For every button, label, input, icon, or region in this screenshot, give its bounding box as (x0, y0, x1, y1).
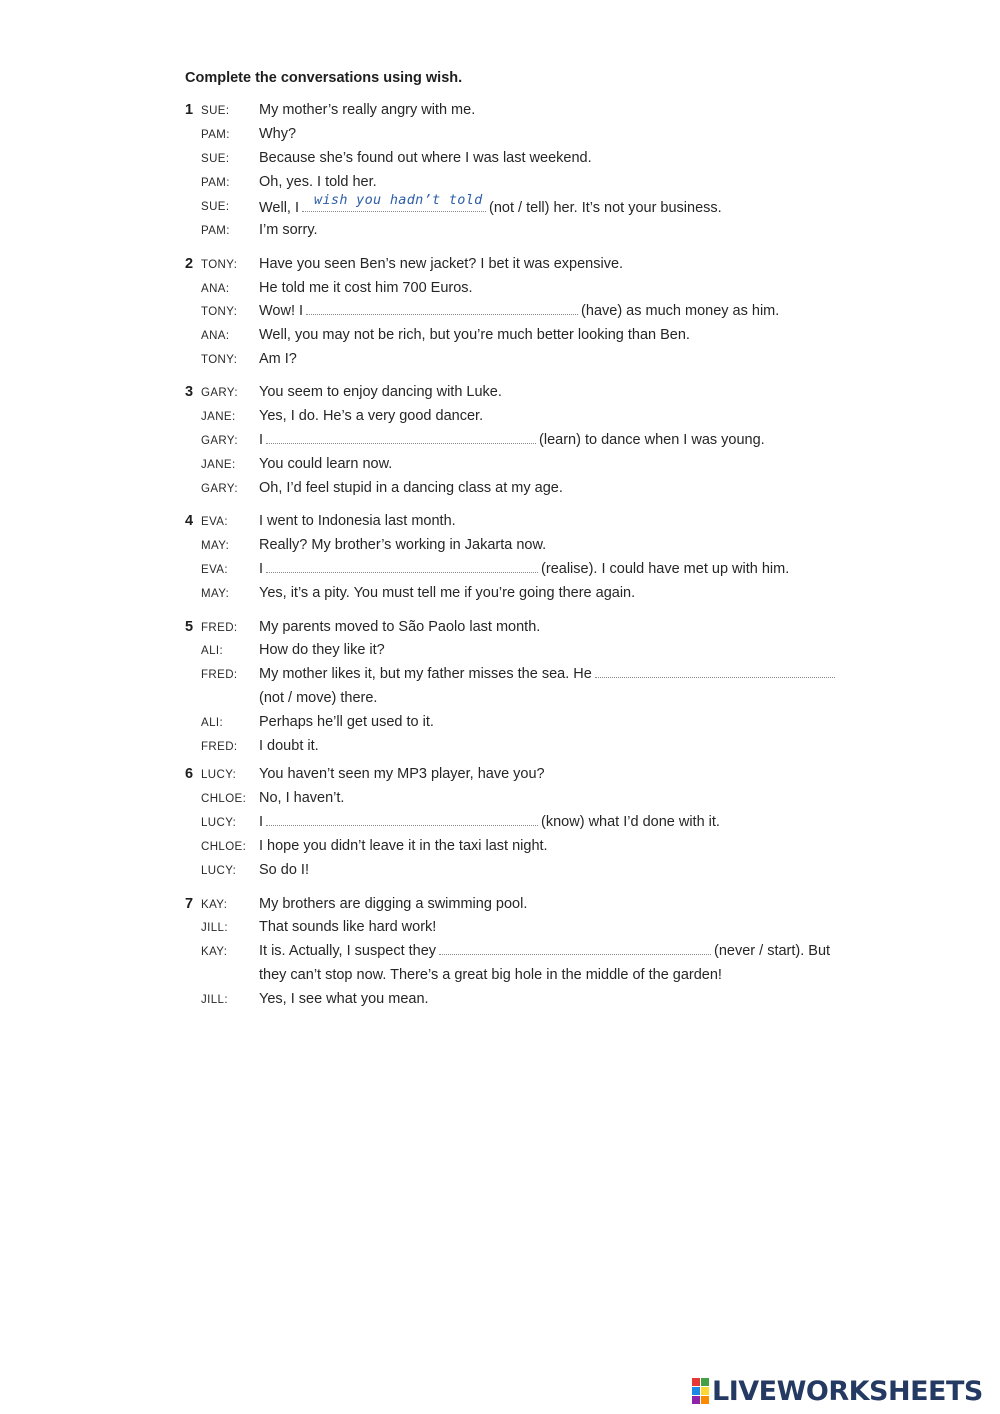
text-before-blank: I (259, 432, 264, 448)
dialogue-text: You haven’t seen my MP3 player, have you? (259, 766, 545, 782)
text-before-blank: Wow! I (259, 303, 304, 319)
speaker-label: ANA: (201, 330, 230, 342)
exercise-number: 5 (185, 619, 194, 635)
speaker-label: FRED: (201, 669, 238, 681)
text-before-blank: I (259, 561, 264, 577)
speaker-label: SUE: (201, 105, 230, 117)
dialogue-line (0, 811, 1000, 833)
dialogue-text: So do I! (259, 862, 309, 878)
dialogue-line (0, 916, 1000, 938)
speaker-label: LUCY: (201, 865, 237, 877)
answer-blank[interactable] (266, 811, 538, 826)
handwritten-answer: wish you hadn’t told (314, 192, 483, 208)
logo-square (692, 1396, 700, 1404)
speaker-label: SUE: (201, 153, 230, 165)
dialogue-text: That sounds like hard work! (259, 919, 437, 935)
dialogue-text: Because she’s found out where I was last weekend. (259, 150, 592, 166)
dialogue-line (0, 763, 1000, 785)
speaker-label: GARY: (201, 483, 238, 495)
speaker-label: JANE: (201, 411, 236, 423)
dialogue-text: He told me it cost him 700 Euros. (259, 280, 473, 296)
dialogue-text: Oh, yes. I told her. (259, 174, 377, 190)
dialogue-text: Am I? (259, 351, 297, 367)
dialogue-line (0, 219, 1000, 241)
speaker-label: CHLOE: (201, 841, 247, 853)
dialogue-text (259, 558, 789, 580)
speaker-label: LUCY: (201, 769, 237, 781)
dialogue-line (0, 787, 1000, 809)
dialogue-text: I’m sorry. (259, 222, 318, 238)
liveworksheets-logo (692, 1375, 983, 1407)
instruction-heading: Complete the conversations using wish. (185, 70, 463, 86)
answer-blank[interactable] (266, 558, 538, 573)
text-after-blank: (realise). I could have met up with him. (541, 561, 790, 577)
speaker-label: EVA: (201, 516, 228, 528)
answer-blank[interactable] (302, 192, 486, 212)
speaker-label: PAM: (201, 177, 230, 189)
dialogue-line (0, 510, 1000, 532)
speaker-label: GARY: (201, 435, 238, 447)
dialogue-text: You seem to enjoy dancing with Luke. (259, 384, 502, 400)
logo-square (692, 1387, 700, 1395)
speaker-label: PAM: (201, 129, 230, 141)
speaker-label: MAY: (201, 540, 230, 552)
text-before-blank: It is. Actually, I suspect they (259, 943, 437, 959)
speaker-label: ANA: (201, 283, 230, 295)
speaker-label: JILL: (201, 994, 228, 1006)
text-before-blank: My mother likes it, but my father misses the sea. He (259, 666, 592, 682)
dialogue-text: they can’t stop now. There’s a great big hole in the middle of the garden! (259, 967, 722, 983)
dialogue-line (0, 534, 1000, 556)
dialogue-text: Perhaps he’ll get used to it. (259, 714, 434, 730)
dialogue-line (0, 687, 1000, 709)
dialogue-line (0, 639, 1000, 661)
dialogue-text: My brothers are digging a swimming pool. (259, 896, 528, 912)
exercise-number: 6 (185, 766, 194, 782)
dialogue-line (0, 663, 1000, 685)
text-after-blank: (never / start). But (714, 943, 831, 959)
dialogue-text (259, 811, 720, 833)
dialogue-text: Why? (259, 126, 297, 142)
dialogue-line (0, 940, 1000, 962)
answer-blank[interactable] (595, 663, 835, 678)
dialogue-line (0, 324, 1000, 346)
dialogue-line (0, 123, 1000, 145)
dialogue-line (0, 859, 1000, 881)
liveworksheets-mark-icon (692, 1378, 709, 1404)
speaker-label: MAY: (201, 588, 230, 600)
dialogue-line (0, 381, 1000, 403)
exercise-number: 3 (185, 384, 194, 400)
exercise-number: 4 (185, 513, 194, 529)
speaker-label: GARY: (201, 387, 238, 399)
speaker-label: ALI: (201, 645, 224, 657)
speaker-label: PAM: (201, 225, 230, 237)
dialogue-line (0, 711, 1000, 733)
text-after-blank: (know) what I’d done with it. (541, 814, 720, 830)
dialogue-line (0, 582, 1000, 604)
dialogue-line (0, 616, 1000, 638)
dialogue-line (0, 429, 1000, 451)
speaker-label: KAY: (201, 899, 228, 911)
dialogue-text (259, 429, 765, 451)
dialogue-text: Yes, it’s a pity. You must tell me if you’re going there again. (259, 585, 636, 601)
dialogue-text: Oh, I’d feel stupid in a dancing class at my age. (259, 480, 563, 496)
dialogue-text: Yes, I do. He’s a very good dancer. (259, 408, 484, 424)
dialogue-text (259, 300, 779, 322)
exercise-number: 2 (185, 256, 194, 272)
text-after-blank: (not / tell) her. It’s not your business. (489, 200, 722, 216)
speaker-label: TONY: (201, 354, 238, 366)
dialogue-line (0, 171, 1000, 193)
answer-blank[interactable] (306, 300, 578, 315)
dialogue-text: No, I haven’t. (259, 790, 345, 806)
speaker-label: TONY: (201, 259, 238, 271)
dialogue-text: My parents moved to São Paolo last month. (259, 619, 541, 635)
dialogue-line (0, 835, 1000, 857)
speaker-label: ALI: (201, 717, 224, 729)
dialogue-line (0, 477, 1000, 499)
logo-square (701, 1396, 709, 1404)
dialogue-text: I went to Indonesia last month. (259, 513, 456, 529)
speaker-label: JILL: (201, 922, 228, 934)
text-before-blank: Well, I (259, 200, 300, 216)
dialogue-line (0, 277, 1000, 299)
dialogue-text: (not / move) there. (259, 690, 378, 706)
logo-square (701, 1387, 709, 1395)
dialogue-line (0, 348, 1000, 370)
dialogue-line (0, 964, 1000, 986)
speaker-label: TONY: (201, 306, 238, 318)
exercise-number: 1 (185, 102, 194, 118)
text-after-blank: (learn) to dance when I was young. (539, 432, 765, 448)
dialogue-text: My mother’s really angry with me. (259, 102, 476, 118)
logo-square (692, 1378, 700, 1386)
dialogue-line (0, 735, 1000, 757)
dialogue-text: How do they like it? (259, 642, 385, 658)
dialogue-text: Really? My brother’s working in Jakarta now. (259, 537, 547, 553)
answer-blank[interactable] (439, 940, 711, 955)
text-before-blank: I (259, 814, 264, 830)
dialogue-line (0, 253, 1000, 275)
speaker-label: FRED: (201, 622, 238, 634)
dialogue-text (259, 663, 838, 685)
speaker-label: SUE: (201, 201, 230, 213)
dialogue-line (0, 405, 1000, 427)
speaker-label: JANE: (201, 459, 236, 471)
dialogue-text (259, 940, 830, 962)
dialogue-line (0, 192, 1000, 217)
speaker-label: EVA: (201, 564, 228, 576)
dialogue-line (0, 988, 1000, 1010)
dialogue-line (0, 147, 1000, 169)
dialogue-text: I hope you didn’t leave it in the taxi last night. (259, 838, 548, 854)
dialogue-line (0, 893, 1000, 915)
dialogue-line (0, 300, 1000, 322)
exercise-number: 7 (185, 896, 194, 912)
speaker-label: FRED: (201, 741, 238, 753)
speaker-label: KAY: (201, 946, 228, 958)
dialogue-text (259, 192, 722, 219)
dialogue-line (0, 453, 1000, 475)
text-after-blank: (have) as much money as him. (581, 303, 780, 319)
speaker-label: CHLOE: (201, 793, 247, 805)
dialogue-line (0, 99, 1000, 121)
dialogue-text: I doubt it. (259, 738, 319, 754)
answer-blank[interactable] (266, 429, 536, 444)
speaker-label: LUCY: (201, 817, 237, 829)
dialogue-text: You could learn now. (259, 456, 393, 472)
logo-square (701, 1378, 709, 1386)
dialogue-text: Well, you may not be rich, but you’re much better looking than Ben. (259, 327, 690, 343)
brand-name: LIVEWORKSHEETS (712, 1375, 983, 1407)
dialogue-text: Yes, I see what you mean. (259, 991, 429, 1007)
dialogue-line (0, 558, 1000, 580)
dialogue-text: Have you seen Ben’s new jacket? I bet it was expensive. (259, 256, 624, 272)
